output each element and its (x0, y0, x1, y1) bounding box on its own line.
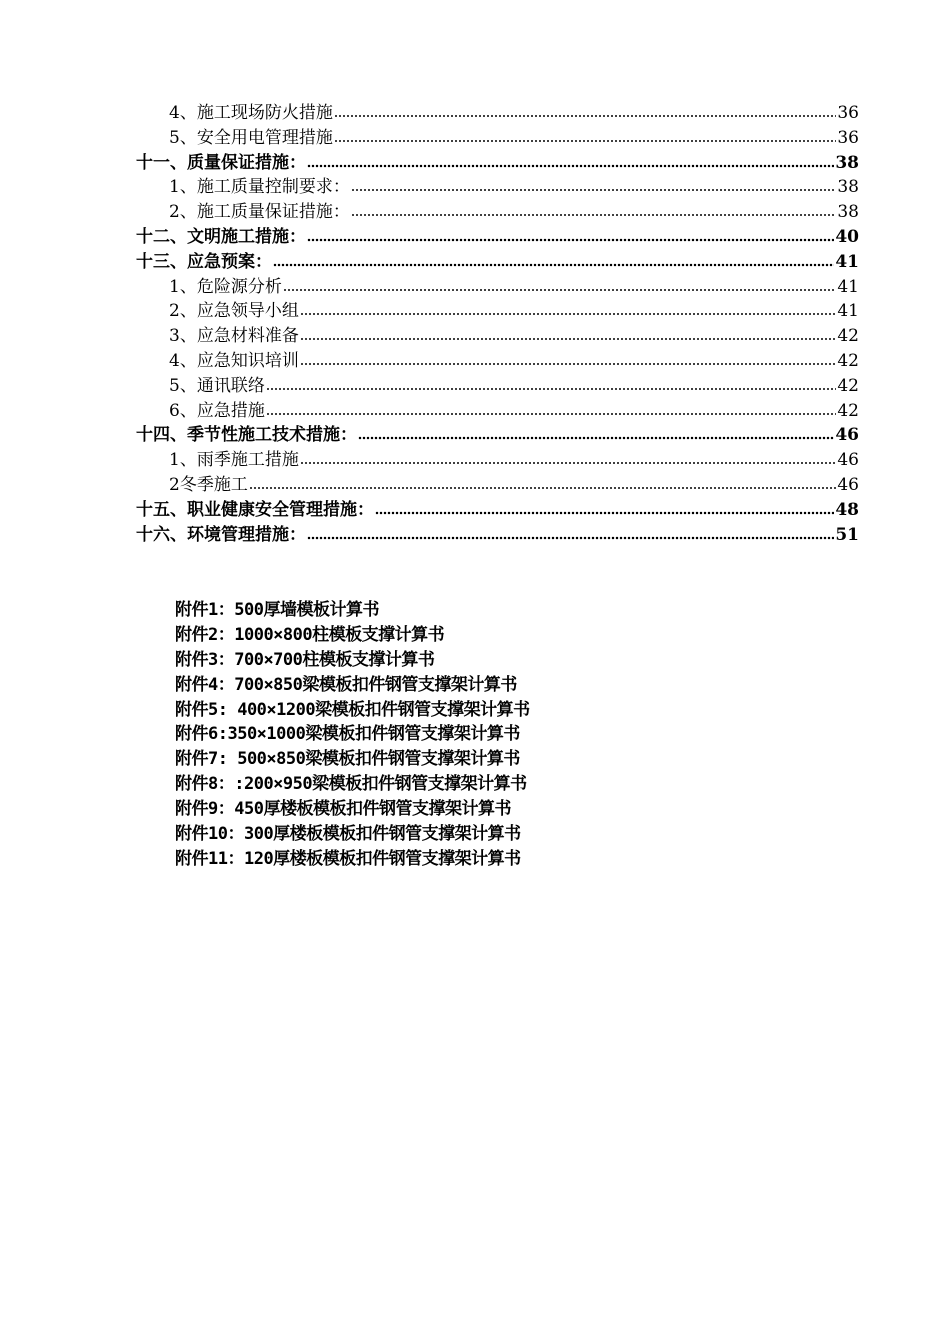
toc-entry-title: 十二、文明施工措施： (136, 226, 306, 247)
appendix-item: 附件8：:200×950梁模板扣件钢管支撑架计算书 (175, 774, 527, 795)
appendix-list (175, 598, 530, 872)
toc-entry-title: 4、施工现场防火措施 (169, 103, 333, 123)
toc-entry-title: 十五、职业健康安全管理措施： (136, 499, 374, 520)
toc-chapter-entry[interactable] (136, 250, 859, 275)
toc-dot-leader (283, 280, 837, 292)
toc-entry[interactable] (136, 275, 859, 300)
toc-page-number: 38 (837, 202, 859, 223)
toc-page-number: 42 (837, 326, 859, 347)
toc-entry[interactable] (136, 126, 859, 151)
toc-dot-leader (300, 329, 837, 341)
toc-entry[interactable] (136, 448, 859, 473)
toc-entry-title: 十一、质量保证措施： (136, 152, 306, 173)
toc-entry[interactable] (136, 473, 859, 498)
toc-dot-leader (300, 304, 837, 316)
toc-entry-title: 4、应急知识培训 (169, 350, 299, 371)
appendix-item: 附件2：1000×800柱模板支撑计算书 (175, 624, 445, 645)
toc-dot-leader (307, 156, 834, 168)
toc-dot-leader (351, 180, 837, 192)
toc-dot-leader (266, 404, 837, 416)
toc-page-number: 42 (837, 375, 859, 396)
toc-page-number: 42 (837, 350, 859, 371)
toc-entry-title: 1、雨季施工措施 (169, 450, 299, 471)
toc-page-number: 41 (837, 276, 859, 297)
toc-chapter-entry[interactable] (136, 523, 859, 548)
toc-dot-leader (266, 379, 837, 391)
toc-dot-leader (249, 478, 837, 490)
appendix-item: 附件7: 500×850梁模板扣件钢管支撑架计算书 (175, 749, 520, 770)
toc-entry[interactable] (136, 200, 859, 225)
appendix-item: 附件1：500厚墙模板计算书 (175, 600, 379, 620)
toc-entry-title: 3、应急材料准备 (169, 326, 299, 347)
toc-dot-leader (307, 528, 834, 540)
toc-chapter-entry[interactable] (136, 423, 859, 448)
toc-entry-title: 十六、环境管理措施： (136, 524, 306, 545)
appendix-item: 附件11：120厚楼板模板扣件钢管支撑架计算书 (175, 848, 521, 869)
toc-entry-title: 2冬季施工 (169, 474, 248, 495)
toc-dot-leader (307, 230, 834, 242)
toc-entry-title: 十三、应急预案： (136, 251, 272, 272)
toc-page-number: 46 (835, 425, 859, 446)
toc-entry[interactable] (136, 399, 859, 424)
toc-entry-title: 1、危险源分析 (169, 276, 282, 297)
toc-page-number: 38 (835, 152, 859, 173)
toc-chapter-entry[interactable] (136, 498, 859, 523)
toc-page-number: 48 (835, 499, 859, 520)
toc-dot-leader (375, 503, 834, 515)
toc-entry-title: 6、应急措施 (169, 400, 265, 421)
appendix-item: 附件4：700×850梁模板扣件钢管支撑架计算书 (175, 674, 517, 695)
toc-page-number: 42 (837, 400, 859, 421)
toc-dot-leader (351, 205, 837, 217)
toc-entry[interactable] (136, 349, 859, 374)
toc-page-number: 51 (835, 524, 859, 545)
toc-entry-title: 1、施工质量控制要求： (169, 177, 350, 198)
toc-page-number: 46 (837, 474, 859, 495)
toc-page-number: 41 (835, 251, 859, 272)
appendix-item: 附件6:350×1000梁模板扣件钢管支撑架计算书 (175, 724, 520, 745)
toc-chapter-entry[interactable] (136, 225, 859, 250)
toc-entry-title: 2、应急领导小组 (169, 301, 299, 322)
toc-entry[interactable] (136, 324, 859, 349)
toc-entry[interactable] (136, 374, 859, 399)
toc-page-number: 40 (835, 226, 859, 247)
appendix-item: 附件10：300厚楼板模板扣件钢管支撑架计算书 (175, 824, 521, 845)
toc-dot-leader (334, 131, 837, 143)
toc-entry[interactable] (136, 299, 859, 324)
toc-entry-title: 2、施工质量保证措施： (169, 202, 350, 223)
toc-page-number: 36 (837, 103, 859, 123)
toc-entry-title: 十四、季节性施工技术措施： (136, 425, 357, 446)
toc-entry-title: 5、通讯联络 (169, 375, 265, 396)
toc-dot-leader (358, 428, 834, 440)
toc-chapter-entry[interactable] (136, 151, 859, 176)
toc-entry[interactable] (136, 101, 859, 126)
appendix-item: 附件9：450厚楼板模板扣件钢管支撑架计算书 (175, 799, 511, 820)
toc-page-number: 38 (837, 177, 859, 198)
toc-page-number: 41 (837, 301, 859, 322)
toc-page-number: 46 (837, 450, 859, 471)
toc-page-number: 36 (837, 127, 859, 148)
toc-dot-leader (300, 453, 837, 465)
table-of-contents (136, 101, 859, 547)
appendix-item: 附件3：700×700柱模板支撑计算书 (175, 649, 435, 670)
appendix-item: 附件5: 400×1200梁模板扣件钢管支撑架计算书 (175, 699, 530, 720)
toc-entry-title: 5、安全用电管理措施 (169, 127, 333, 148)
toc-dot-leader (300, 354, 837, 366)
toc-dot-leader (334, 106, 837, 118)
toc-entry[interactable] (136, 175, 859, 200)
toc-dot-leader (273, 255, 834, 267)
